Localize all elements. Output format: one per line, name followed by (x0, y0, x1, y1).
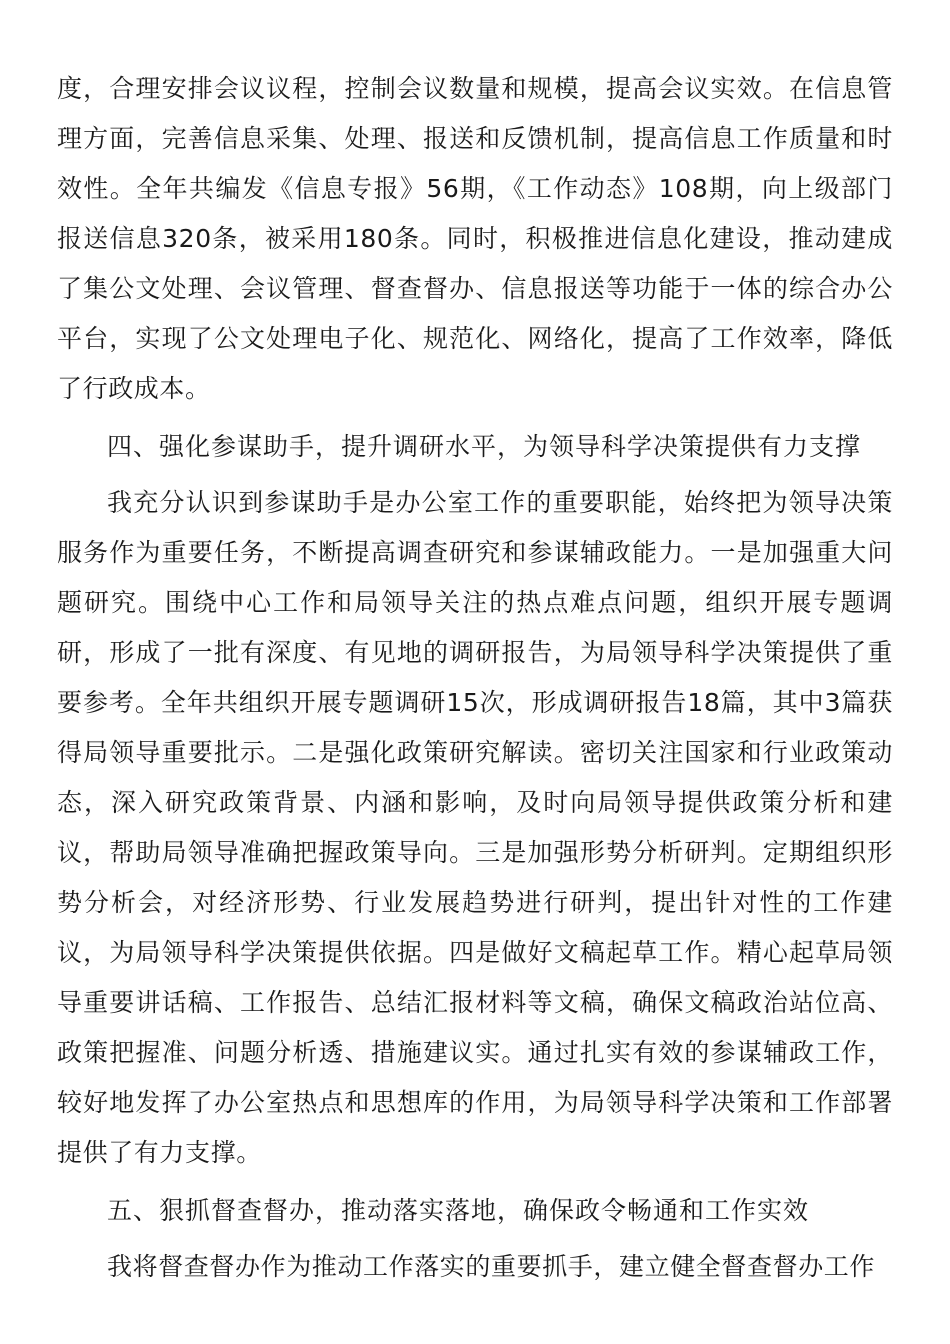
section-five-body: 我将督查督办作为推动工作落实的重要抓手，建立健全督查督办工作 (107, 1252, 876, 1281)
document-body (57, 64, 893, 1292)
section-four-body: 我充分认识到参谋助手是办公室工作的重要职能，始终把为领导决策服务作为重要任务，不断提高调查研究和参谋辅政能力。一是加强重大问题研究。围绕中心工作和局领导关注的热点难点问题，组织开展专题调研，形成了一批有深度、有见地的调研报告，为局领导科学决策提供了重要参考。全年共组织开展专题调研15次，形成调研报告18篇，其中3篇获得局领导重要批示。二是强化政策研究解读。密切关注国家和行业政策动态，深入研究政策背景、内涵和影响，及时向局领导提供政策分析和建议，帮助局领导准确把握政策导向。三是加强形势分析研判。定期组织形势分析会，对经济形势、行业发展趋势进行研判，提出针对性的工作建议，为局领导科学决策提供依据。四是做好文稿起草工作。精心起草局领导重要讲话稿、工作报告、总结汇报材料等文稿，确保文稿政治站位高、政策把握准、问题分析透、措施建议实。通过扎实有效的参谋辅政工作，较好地发挥了办公室热点和思想库的作用，为局领导科学决策和工作部署提供了有力支撑。 (57, 488, 893, 1167)
section-four-heading: 四、强化参谋助手，提升调研水平，为领导科学决策提供有力支撑 (107, 432, 862, 461)
section-five-heading: 五、狠抓督查督办，推动落实落地，确保政令畅通和工作实效 (107, 1196, 810, 1225)
paragraph-continuation: 度，合理安排会议议程，控制会议数量和规模，提高会议实效。在信息管理方面，完善信息采集、处理、报送和反馈机制，提高信息工作质量和时效性。全年共编发《信息专报》56期，《工作动态》108期，向上级部门报送信息320条，被采用180条。同时，积极推进信息化建设，推动建成了集公文处理、会议管理、督查督办、信息报送等功能于一体的综合办公平台，实现了公文处理电子化、规范化、网络化，提高了工作效率，降低了行政成本。 (57, 74, 893, 403)
